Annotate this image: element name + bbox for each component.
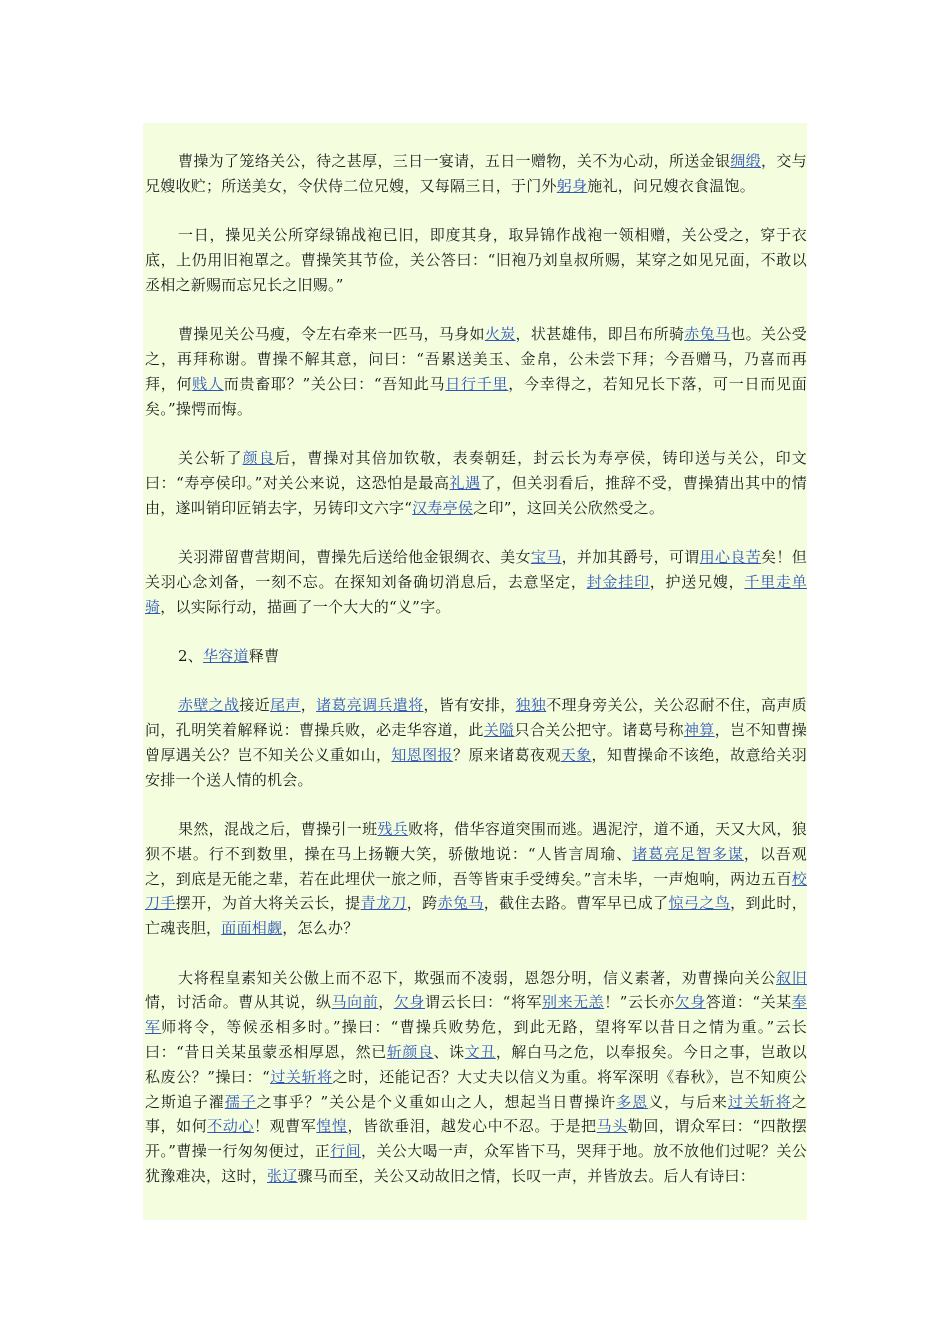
keyword-link[interactable]: 诸葛亮调兵遣将 <box>316 696 424 715</box>
paragraph-text: 后，曹操对其倍加钦敬，表奏朝廷，封云长为寿亭侯，铸印送与关公，印文曰：“寿亭侯印。”对关公来说，这恐怕是最高 <box>145 448 807 492</box>
paragraph <box>145 693 807 792</box>
paragraph-text: 情，讨活命。曹从其说，纵 <box>145 993 332 1012</box>
paragraph-text: 败将，借华容道突围而逃。遇泥泞，道不通，天又大风，狼狈不堪。行不到数里，操在马上扬鞭大笑，骄傲地说：“人皆言周瑜、 <box>145 820 807 863</box>
paragraph-text: 之印”，这回关公欣然受之。 <box>473 498 665 517</box>
section-heading <box>145 644 807 669</box>
paragraph <box>145 446 807 520</box>
paragraph-text: ，跨 <box>406 894 438 913</box>
paragraph-text: 摆开，为首大将关云长，提 <box>175 894 361 913</box>
keyword-link[interactable]: 孺子 <box>224 1092 257 1111</box>
keyword-link[interactable]: 绸缎 <box>730 152 762 170</box>
paragraph-text: ，到此时，亡魂丧胆， <box>145 894 807 938</box>
keyword-link[interactable]: 神算 <box>683 721 715 740</box>
paragraph-text: 接近 <box>239 696 271 715</box>
paragraph <box>145 223 807 297</box>
keyword-link[interactable]: 校刀手 <box>145 869 807 913</box>
keyword-link[interactable]: 火炭 <box>484 325 516 344</box>
keyword-link[interactable]: 赤壁之战 <box>178 696 240 715</box>
paragraph-text: 勒回，谓众军曰：“四散摆开。”曹操一行匆匆便过，正 <box>145 1117 807 1161</box>
keyword-link[interactable]: 知恩图报 <box>391 745 453 764</box>
keyword-link[interactable]: 汉寿亭侯 <box>412 498 474 517</box>
paragraph-text: 曹操见关公马瘦，令左右牵来一匹马，马身如 <box>178 325 485 344</box>
keyword-link[interactable]: 多恩 <box>616 1092 649 1111</box>
keyword-link[interactable]: 残兵 <box>377 820 409 839</box>
paragraph-text: 答道：“关某 <box>705 993 792 1012</box>
keyword-link[interactable]: 颜良 <box>242 448 275 467</box>
paragraph-text: 谓云长曰：“将军 <box>424 993 543 1012</box>
keyword-link[interactable]: 华容道 <box>203 646 249 665</box>
keyword-link[interactable]: 别来无恙 <box>542 993 605 1012</box>
keyword-link[interactable]: 不动心 <box>207 1117 255 1136</box>
keyword-link[interactable]: 千里走单骑 <box>145 572 807 616</box>
article-body <box>143 123 807 1220</box>
keyword-link[interactable]: 尾声 <box>270 696 301 715</box>
paragraph-text: ，皆有安排， <box>423 696 516 715</box>
paragraph-text: 义，与后来 <box>648 1092 728 1111</box>
keyword-link[interactable]: 宝马 <box>530 547 562 566</box>
paragraph-text: ，以吾观之，到底是无能之辈，若在此埋伏一旅之师，吾等皆束手受缚矣。”言未毕，一声炮响，两边五百 <box>145 844 807 888</box>
paragraph-text: ！”云长亦 <box>604 993 675 1012</box>
keyword-link[interactable]: 过关斩将 <box>727 1092 792 1111</box>
keyword-link[interactable]: 躬身 <box>556 176 588 195</box>
paragraph-text: 矣！但关羽心念刘备，一刻不忘。在探知刘备确切消息后，去意坚定， <box>145 547 807 591</box>
paragraph-text: 之事，如何 <box>145 1092 807 1136</box>
paragraph-text: 骤马而至，关公又动故旧之情，长叹一声，并皆放去。后人有诗曰： <box>297 1167 756 1186</box>
paragraph-text: ，护送兄嫂， <box>649 572 745 591</box>
paragraph <box>145 149 807 199</box>
keyword-link[interactable]: 奉军 <box>145 993 807 1037</box>
paragraph-text: ，解白马之危，以奉报矣。今日之事，岂敢以私废公？”操曰：“ <box>145 1043 807 1086</box>
paragraph-text: 施礼，问兄嫂衣食温饱。 <box>587 176 756 195</box>
keyword-link[interactable]: 马头 <box>596 1117 628 1136</box>
paragraph-text: 、诛 <box>433 1043 465 1062</box>
paragraph <box>145 817 807 941</box>
paragraph-text: 师将令，等候丞相多时。”操曰：“曹操兵败势危，到此无路，望将军以昔日之情为重。”云长曰：“昔日关某虽蒙丞相厚恩，然已 <box>145 1018 807 1062</box>
paragraph-text: ，关公大喝一声，众军皆下马，哭拜于地。放不放他们过呢？关公犹豫难决，这时， <box>145 1142 807 1186</box>
keyword-link[interactable]: 诸葛亮足智多谋 <box>632 844 744 863</box>
keyword-link[interactable]: 用心良苦 <box>699 547 762 566</box>
keyword-link[interactable]: 天象 <box>560 745 592 764</box>
paragraph-text: 而贵畜耶？”关公曰：“吾知此马 <box>223 374 446 393</box>
keyword-link[interactable]: 关隘 <box>483 721 515 740</box>
paragraph-text: ， <box>300 696 317 715</box>
keyword-link[interactable]: 贱人 <box>192 374 224 393</box>
paragraph <box>145 966 807 1189</box>
paragraph-text: ， <box>378 993 394 1012</box>
paragraph-text: ，怎么办？ <box>282 919 359 938</box>
keyword-link[interactable]: 文丑 <box>464 1043 496 1062</box>
keyword-link[interactable]: 叙旧 <box>776 968 807 987</box>
paragraph-text: 关公斩了 <box>178 448 243 467</box>
paragraph-text: 大将程皇素知关公傲上而不忍下，欺强而不凌弱，恩怨分明，信义素著，劝曹操向关公 <box>178 968 776 987</box>
paragraph-text: 2、 <box>178 646 204 665</box>
keyword-link[interactable]: 张辽 <box>267 1167 298 1186</box>
keyword-link[interactable]: 封金挂印 <box>586 572 650 591</box>
keyword-link[interactable]: 独独 <box>515 696 547 715</box>
paragraph-text: 只合关公把守。诸葛号称 <box>514 721 684 740</box>
keyword-link[interactable]: 行间 <box>330 1142 361 1161</box>
paragraph-text: ，并加其爵号，可谓 <box>561 547 700 566</box>
keyword-link[interactable]: 斩颜良 <box>386 1043 434 1062</box>
paragraph-text: 也。关公受之，再拜称谢。曹操不解其意，问曰：“吾累送美玉、金帛，公未尝下拜；今吾赠马，乃喜而再拜，何 <box>145 325 807 393</box>
paragraph-text: ，岂不知曹操曾厚遇关公？岂不知关公义重如山， <box>145 721 807 764</box>
paragraph-text: ，截住去路。曹军早已成了 <box>483 894 669 913</box>
paragraph-text: 果然，混战之后，曹操引一班 <box>178 820 378 839</box>
keyword-link[interactable]: 赤兔马 <box>684 325 731 344</box>
keyword-link[interactable]: 青龙刀 <box>360 894 407 913</box>
keyword-link[interactable]: 欠身 <box>674 993 706 1012</box>
paragraph <box>145 545 807 619</box>
paragraph-text: ，状甚雄伟，即吕布所骑 <box>515 325 685 344</box>
paragraph-text: ，以实际行动，描画了一个大大的“义”字。 <box>160 597 451 616</box>
paragraph-text: 曹操为了笼络关公，待之甚厚，三日一宴请，五日一赠物，关不为心动，所送金银 <box>178 152 731 170</box>
keyword-link[interactable]: 赤兔马 <box>437 894 484 913</box>
paragraph-text: ，交与兄嫂收贮；所送美女，令伏侍二位兄嫂，又每隔三日，于门外 <box>145 152 807 195</box>
paragraph-text: 关羽滞留曹营期间，曹操先后送给他金银绸衣、美女 <box>178 547 531 566</box>
paragraph-text: 一日，操见关公所穿绿锦战袍已旧，即度其身，取异锦作战袍一领相赠，关公受之，穿于衣底，上仍用旧袍罩之。曹操笑其节俭，关公答曰：“旧袍乃刘皇叔所赐，某穿之如见兄面，不敢以丞相之新赐而忘兄长之旧赐。” <box>145 226 807 294</box>
keyword-link[interactable]: 过关斩将 <box>270 1067 333 1086</box>
paragraph-text: ，今幸得之，若知兄长下落，可一日而见面矣。”操愕而悔。 <box>145 374 807 418</box>
keyword-link[interactable]: 惶惶 <box>316 1117 348 1136</box>
paragraph <box>145 322 807 421</box>
keyword-link[interactable]: 欠身 <box>393 993 425 1012</box>
paragraph-text: 不理身旁关公，关公忍耐不住，高声质问，孔明笑着解释说：曹操兵败，必走华容道，此 <box>145 696 807 740</box>
paragraph-text: ？原来诸葛夜观 <box>452 745 561 764</box>
paragraph-text: ，皆欲垂泪，越发心中不忍。于是把 <box>347 1117 597 1136</box>
keyword-link[interactable]: 马向前 <box>331 993 379 1012</box>
keyword-link[interactable]: 面面相觑 <box>221 919 283 938</box>
paragraph-text: 释曹 <box>248 646 280 665</box>
paragraph-text: 之事乎？”关公是个义重如山之人，想起当日曹操许 <box>256 1092 617 1111</box>
keyword-link[interactable]: 礼遇 <box>449 473 481 492</box>
keyword-link[interactable]: 日行千里 <box>445 374 509 393</box>
paragraph-text: 之时，还能记否？大丈夫以信义为重。将军深明《春秋》，岂不知庾公之斯追子濯 <box>145 1067 807 1111</box>
paragraph-text: ，知曹操命不该绝，故意给关羽安排一个送人情的机会。 <box>145 745 807 789</box>
paragraph-text: ！观曹军 <box>254 1117 317 1136</box>
paragraph-text: 了，但关羽看后，推辞不受，曹操猜出其中的情由，遂叫销印匠销去字，另铸印文六字“ <box>145 473 807 517</box>
keyword-link[interactable]: 惊弓之鸟 <box>668 894 731 913</box>
